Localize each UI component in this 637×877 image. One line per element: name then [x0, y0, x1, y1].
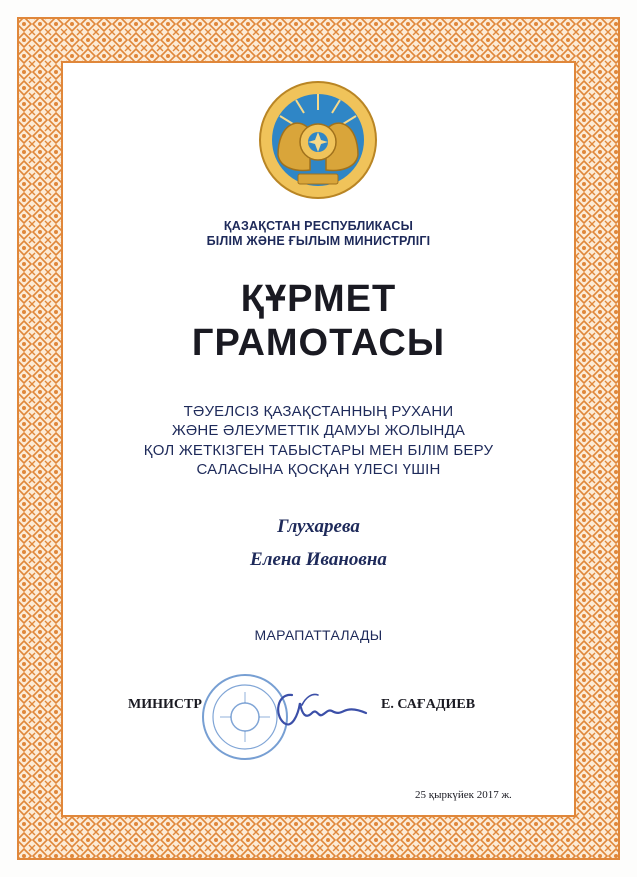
signature-icon	[262, 675, 372, 745]
signatory-name: Е. САҒАДИЕВ	[381, 697, 476, 712]
certificate-title-line2: ГРАМОТАСЫ	[191, 322, 446, 364]
state-emblem-icon	[258, 80, 378, 200]
certificate-title-line1: ҚҰРМЕТ	[240, 278, 397, 320]
signatory-title: МИНИСТР	[128, 697, 202, 712]
issue-date: 25 қыркүйек 2017 ж.	[415, 789, 512, 801]
ministry-name: БІЛІМ ЖӘНЕ ҒЫЛЫМ МИНИСТРЛІГІ	[206, 234, 431, 248]
ministry-country: ҚАЗАҚСТАН РЕСПУБЛИКАСЫ	[223, 219, 414, 233]
awarded-label: МАРАПАТТАЛАДЫ	[254, 627, 383, 643]
award-reason-line1: ТӘУЕЛСІЗ ҚАЗАҚСТАННЫҢ РУХАНИ	[183, 403, 454, 420]
award-reason-line4: САЛАСЫНА ҚОСҚАН ҮЛЕСІ ҮШІН	[196, 461, 441, 478]
award-reason-line3: ҚОЛ ЖЕТКІЗГЕН ТАБЫСТАРЫ МЕН БІЛІМ БЕРУ	[143, 442, 494, 459]
award-reason-line2: ЖӘНЕ ӘЛЕУМЕТТІК ДАМУЫ ЖОЛЫНДА	[171, 422, 466, 439]
recipient-surname: Глухарева	[277, 516, 360, 537]
recipient-given-names: Елена Ивановна	[250, 549, 387, 570]
